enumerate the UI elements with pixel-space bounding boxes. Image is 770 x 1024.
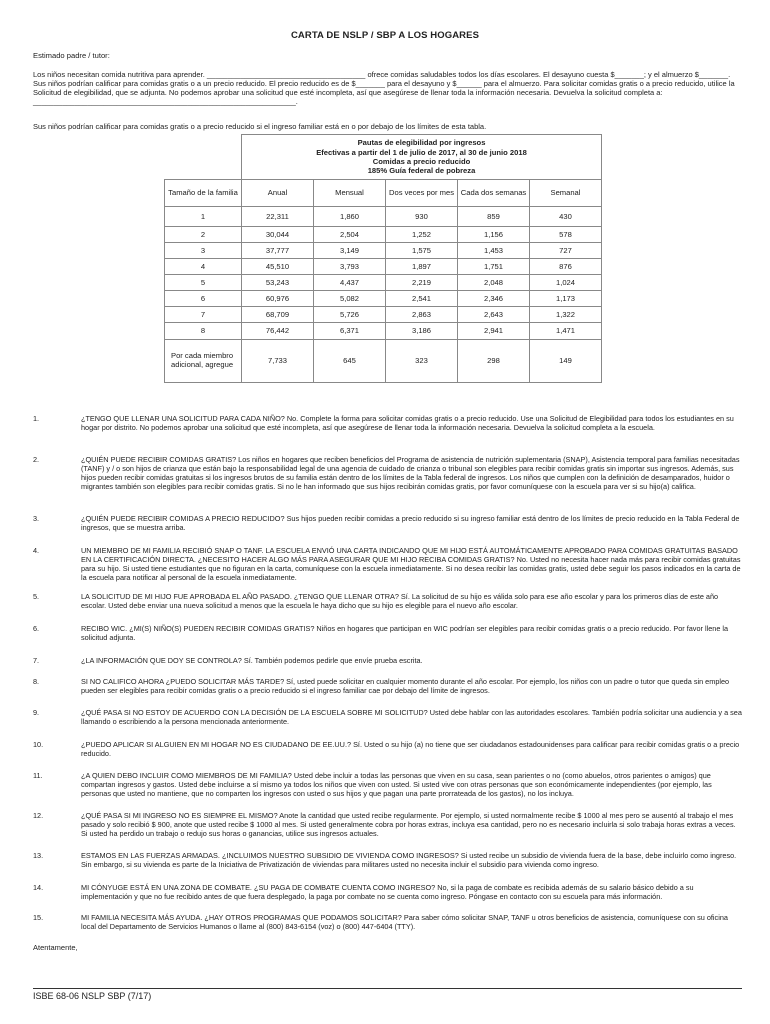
faq-number: 2. xyxy=(33,455,40,464)
income-cell: 2,541 xyxy=(386,291,458,307)
income-cell: 323 xyxy=(386,340,458,383)
income-cell: 2,863 xyxy=(386,307,458,323)
income-cell: 5,726 xyxy=(314,307,386,323)
faq-number: 3. xyxy=(33,514,40,523)
table-header-line: Comidas a precio reducido xyxy=(372,157,471,166)
column-header: Semanal xyxy=(530,180,602,207)
income-cell: 22,311 xyxy=(242,207,314,227)
faq-text: UN MIEMBRO DE MI FAMILIA RECIBIÓ SNAP O TANF. LA ESCUELA ENVIÓ UNA CARTA INDICANDO QUE MI HIJO ESTÁ AUTOMÁTICAMENTE APROBADO PARA COMIDAS GRATUITAS BASADO EN LA CERTIFICACIÓN DIRECTA. ¿NECESITO HACER ALGO MÁS PARA ASEGURAR QUE MI HIJO RECIBA COMIDAS GRATIS? No. Usted no necesita hacer nada más para recibir comidas gratuitas para su hijo. Si usted tiene estudiantes que no figuran en la carta, comuníquese con la escuela inmediatamente. Si no desea recibir las comidas gratis, usted debe seguir los pasos indicados en la carta de la escuela para notificar al personal de la escuela inmediatamente. xyxy=(81,546,741,583)
income-cell: 1,252 xyxy=(386,227,458,243)
family-size-cell: Por cada miembro adicional, agregue xyxy=(165,340,242,383)
income-cell: 1,860 xyxy=(314,207,386,227)
faq-text: RECIBO WIC. ¿MI(S) NIÑO(S) PUEDEN RECIBIR COMIDAS GRATIS? Niños en hogares que participan en WIC podrían ser elegibles para recibir comidas gratis o a precio reducido. Por favor llene la solicitud adjunta. xyxy=(81,624,729,643)
income-cell: 930 xyxy=(386,207,458,227)
table-row xyxy=(165,323,602,340)
salutation: Estimado padre / tutor: xyxy=(33,51,110,60)
faq-text: LA SOLICITUD DE MI HIJO FUE APROBADA EL AÑO PASADO. ¿TENGO QUE LLENAR OTRA? Sí. La solicitud de su hijo es válida solo para ese año escolar y para los primeros días de este año escolar. Usted debe enviar una nueva solicitud a menos que la escuela le haya dicho que su hijo es elegible para el nuevo año escolar. xyxy=(81,592,719,611)
faq-number: 9. xyxy=(33,708,40,717)
table-header-line: Efectivas a partir del 1 de julio de 2017, al 30 de junio 2018 xyxy=(316,147,527,157)
income-cell: 2,643 xyxy=(458,307,530,323)
income-cell: 1,575 xyxy=(386,243,458,259)
faq-item xyxy=(33,771,743,798)
faq-item xyxy=(33,546,743,582)
column-header: Mensual xyxy=(314,180,386,207)
faq-number: 10. xyxy=(33,740,44,749)
family-size-cell: 4 xyxy=(165,259,242,275)
faq-item xyxy=(33,455,743,491)
faq-item xyxy=(33,677,743,695)
faq-text: ESTAMOS EN LAS FUERZAS ARMADAS. ¿INCLUIMOS NUESTRO SUBSIDIO DE VIVIENDA COMO INGRESOS? Si usted recibe un subsidio de vivienda fuera de la base, debe incluirlo como ingreso. Sin embargo, si su vivienda es parte de la Iniciativa de Privatización de viviendas para militares usted no necesita incluir el subsidio para vivienda como ingreso. xyxy=(81,851,737,870)
income-cell: 1,156 xyxy=(458,227,530,243)
faq-text: ¿QUÉ PASA SI MI INGRESO NO ES SIEMPRE EL MISMO? Anote la cantidad que usted recibe regularmente. Por ejemplo, si usted normalmente recibe $ 1000 al mes pero se ausentó al trabajo el mes pasado y solo recibió $ 900, anote que usted recibe $ 1000 al mes. Si usted generalmente cobra por horas extras, incluya esa cantidad, pero no es necesario incluirla si solo trabaja horas extras a veces. Si usted ha perdido un trabajo o redujo sus horas o ganancias, utilice sus ingresos actuales. xyxy=(81,811,736,839)
faq-item xyxy=(33,740,743,758)
income-cell: 3,186 xyxy=(386,323,458,340)
table-row xyxy=(165,259,602,275)
table-row xyxy=(165,207,602,227)
column-header: Cada dos semanas xyxy=(458,180,530,207)
income-cell: 1,897 xyxy=(386,259,458,275)
income-cell: 1,322 xyxy=(530,307,602,323)
faq-item xyxy=(33,414,743,432)
faq-item xyxy=(33,592,743,610)
table-header-line: 185% Guía federal de pobreza xyxy=(367,166,476,176)
faq-text: ¿A QUIEN DEBO INCLUIR COMO MIEMBROS DE MI FAMILIA? Usted debe incluir a todas las personas que viven en su casa, sean parientes o no (como abuelos, otros parientes o amigos) que compartan ingresos y gastos. Usted debe incluirse a sí mismo ya todos los niños que viven con usted. Si usted vive con otras personas que son económicamente independientes (por ejemplo, las personas que usted no mantiene, que no comparten los ingresos con usted o sus hijos y que pagan una parte prorrateada de los gastos), no los incluya. xyxy=(81,771,712,799)
faq-item xyxy=(33,913,743,931)
faq-item xyxy=(33,883,743,901)
closing: Atentamente, xyxy=(33,943,78,952)
table-row xyxy=(165,243,602,259)
income-eligibility-table xyxy=(164,134,602,383)
income-cell: 2,941 xyxy=(458,323,530,340)
income-cell: 298 xyxy=(458,340,530,383)
faq-text: ¿QUÉ PASA SI NO ESTOY DE ACUERDO CON LA DECISIÓN DE LA ESCUELA SOBRE MI SOLICITUD? Usted debe hablar con las autoridades escolares. También podría solicitar una audiencia y a sea llamando o escribiendo a la persona mencionada anteriormente. xyxy=(81,708,742,727)
income-cell: 2,219 xyxy=(386,275,458,291)
family-size-cell: 6 xyxy=(165,291,242,307)
faq-text: ¿PUEDO APLICAR SI ALGUIEN EN MI HOGAR NO ES CIUDADANO DE EE.UU.? Sí. Usted o su hijo (a) no tiene que ser ciudadanos estadounidenses para calificar para recibir comidas gratis o a precio reducido. xyxy=(81,740,740,759)
faq-number: 15. xyxy=(33,913,44,922)
page-title: CARTA DE NSLP / SBP A LOS HOGARES xyxy=(290,30,480,41)
income-cell: 6,371 xyxy=(314,323,386,340)
faq-item xyxy=(33,811,743,838)
income-cell: 45,510 xyxy=(242,259,314,275)
income-cell: 1,453 xyxy=(458,243,530,259)
faq-text: ¿QUIÉN PUEDE RECIBIR COMIDAS GRATIS? Los niños en hogares que reciben beneficios del Programa de asistencia de nutrición suplementaria (SNAP), Asistencia temporal para familias necesitadas (TANF) y / o son hijos de crianza que están bajo la responsabilidad legal de una agencia de cuidado de crianza o tribunal son elegibles para recibir comidas gratis sin importar sus ingresos. Además, sus hijos pueden recibir comidas gratuitas si los ingresos brutos de su familia están dentro de los límites de la Tabla federal de ingresos. Los niños que cumplen con la definición de desamparados, huidor o migrantes también son elegibles para recibir comidas gratis. Si no le han informado que sus hijos recibirán comidas gratis, por favor comuníquese con la escuela para ver si su hijo(a) califica. xyxy=(81,455,740,492)
income-cell: 3,793 xyxy=(314,259,386,275)
family-size-cell: 7 xyxy=(165,307,242,323)
income-cell: 53,243 xyxy=(242,275,314,291)
table-header-line: Pautas de elegibilidad por ingresos xyxy=(357,138,486,148)
family-size-cell: 1 xyxy=(165,207,242,227)
column-header: Dos veces por mes xyxy=(386,180,458,207)
faq-text: ¿LA INFORMACIÓN QUE DOY SE CONTROLA? Sí. También podemos pedirle que envíe prueba escrita. xyxy=(81,656,423,665)
income-cell: 30,044 xyxy=(242,227,314,243)
faq-number: 1. xyxy=(33,414,40,423)
form-footer-id: ISBE 68-06 NSLP SBP (7/17) xyxy=(33,991,152,1001)
faq-number: 6. xyxy=(33,624,40,633)
faq-number: 5. xyxy=(33,592,40,601)
income-cell: 60,976 xyxy=(242,291,314,307)
faq-item xyxy=(33,656,743,665)
faq-text: ¿QUIÉN PUEDE RECIBIR COMIDAS A PRECIO REDUCIDO? Sus hijos pueden recibir comidas a precio reducido si su ingreso familiar está dentro de los límites de precio reducido en la Tabla Federal de ingresos, que se muestra arriba. xyxy=(81,514,740,533)
faq-text: ¿TENGO QUE LLENAR UNA SOLICITUD PARA CADA NIÑO? No. Complete la forma para solicitar comidas gratis o a precio reducido. Use una Solicitud de Elegibilidad para todos los estudiantes en su hogar por distrito. No podemos aprobar una solicitud que esté incompleta, así que asegúrese de llenar toda la información necesaria. Devuelva la solicitud completa a la escuela. xyxy=(81,414,734,433)
faq-number: 7. xyxy=(33,656,40,665)
income-cell: 7,733 xyxy=(242,340,314,383)
faq-number: 8. xyxy=(33,677,40,686)
income-cell: 149 xyxy=(530,340,602,383)
qualify-text: Sus niños podrían calificar para comidas gratis o a precio reducido si el ingreso familiar está en o por debajo de los límites de esta tabla. xyxy=(33,122,487,131)
faq-text: MI FAMILIA NECESITA MÁS AYUDA. ¿HAY OTROS PROGRAMAS QUE PODAMOS SOLICITAR? Para saber cómo solicitar SNAP, TANF u otros beneficios de asistencia, comuníquese con su oficina local del Departamento de Servicios Humanos o llame al (800) 843-6154 (voz) o (800) 447-6404 (TTY). xyxy=(81,913,728,932)
faq-number: 12. xyxy=(33,811,44,820)
income-cell: 727 xyxy=(530,243,602,259)
income-cell: 5,082 xyxy=(314,291,386,307)
column-header: Tamaño de la familia xyxy=(165,180,242,207)
table-row xyxy=(165,227,602,243)
family-size-cell: 5 xyxy=(165,275,242,291)
family-size-cell: 3 xyxy=(165,243,242,259)
income-cell: 68,709 xyxy=(242,307,314,323)
income-cell: 2,048 xyxy=(458,275,530,291)
income-cell: 1,751 xyxy=(458,259,530,275)
income-cell: 876 xyxy=(530,259,602,275)
table-row xyxy=(165,340,602,383)
income-cell: 578 xyxy=(530,227,602,243)
income-cell: 859 xyxy=(458,207,530,227)
faq-item xyxy=(33,624,743,642)
income-cell: 2,504 xyxy=(314,227,386,243)
family-size-cell: 8 xyxy=(165,323,242,340)
faq-item xyxy=(33,708,743,726)
column-header: Anual xyxy=(242,180,314,207)
faq-number: 4. xyxy=(33,546,40,555)
faq-item xyxy=(33,514,743,532)
family-size-cell: 2 xyxy=(165,227,242,243)
income-cell: 4,437 xyxy=(314,275,386,291)
income-cell: 430 xyxy=(530,207,602,227)
income-cell: 37,777 xyxy=(242,243,314,259)
table-row xyxy=(165,291,602,307)
faq-text: SI NO CALIFICO AHORA ¿PUEDO SOLICITAR MÁS TARDE? Sí, usted puede solicitar en cualquier momento durante el año escolar. Por ejemplo, los niños con un padre o tutor que queda sin empleo pueden ser elegibles para recibir comidas gratis o a precio reducido si el ingreso familiar cae por debajo del límite de ingresos. xyxy=(81,677,730,696)
table-row xyxy=(165,307,602,323)
faq-number: 13. xyxy=(33,851,44,860)
income-cell: 1,173 xyxy=(530,291,602,307)
faq-text: MI CÓNYUGE ESTÁ EN UNA ZONA DE COMBATE. ¿SU PAGA DE COMBATE CUENTA COMO INGRESO? No, si la paga de combate es recibida además de su salario básico debido a su implementación y que no fue recibido antes de que fuera desplegado, la paga por combate no se cuenta como ingreso. Póngase en contacto con su escuela para más información. xyxy=(81,883,694,902)
intro-paragraph: Los niños necesitan comida nutritiva para aprender. ______________________________________ ofrece comidas saludables todos los días escolares. El desayuno cuesta $_______; y el almuerzo $_______. Sus niños podrían calificar para comidas gratis o a un precio reducido. El precio reducido es de $_______ para el desayuno y $______ para el almuerzo. Para solicitar comidas gratis o a precio reducido, utilice la Solicitud de elegibilidad, que se adjunta. No podemos aprobar una solicitud que esté incompleta, así que asegúrese de llenar toda la información necesaria. Devuelva la solicitud completa a: _______________________________________________________________. xyxy=(33,70,735,107)
faq-item xyxy=(33,851,743,869)
table-row xyxy=(165,275,602,291)
faq-number: 11. xyxy=(33,771,43,780)
income-cell: 3,149 xyxy=(314,243,386,259)
income-cell: 2,346 xyxy=(458,291,530,307)
income-cell: 1,024 xyxy=(530,275,602,291)
faq-number: 14. xyxy=(33,883,44,892)
footer-divider xyxy=(33,988,742,989)
table-header xyxy=(242,135,602,180)
income-cell: 645 xyxy=(314,340,386,383)
income-cell: 76,442 xyxy=(242,323,314,340)
income-cell: 1,471 xyxy=(530,323,602,340)
